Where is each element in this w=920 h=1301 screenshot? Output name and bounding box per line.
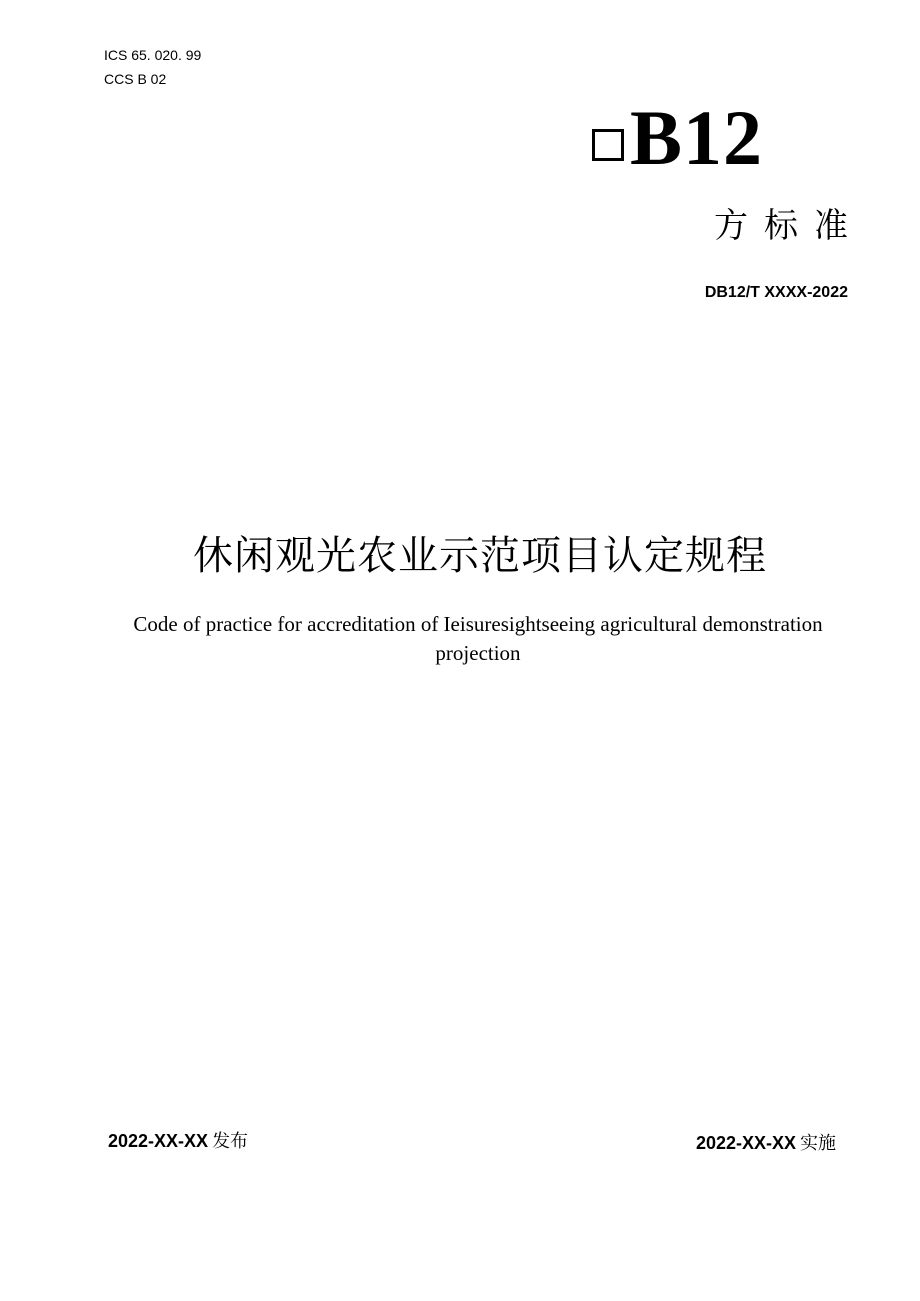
publish-date: 2022-XX-XX — [108, 1131, 209, 1151]
ccs-code: CCS B 02 — [104, 71, 167, 87]
implement-label: 实施 — [800, 1133, 836, 1154]
ics-code: ICS 65. 020. 99 — [104, 47, 202, 63]
standard-mark — [592, 96, 763, 180]
implement-date: 2022-XX-XX — [695, 1133, 796, 1153]
document-title-zh: 休闲观光农业示范项目认定规程 — [193, 533, 767, 579]
publish-label: 发布 — [212, 1131, 249, 1152]
publish-info — [108, 1128, 248, 1155]
box-glyph-icon — [592, 129, 624, 161]
implement-info — [696, 1130, 836, 1157]
standard-number: DB12/T XXXX-2022 — [704, 284, 848, 301]
document-title-en: Code of practice for accreditation of Ieisuresightseeing agricultural demonstration projection — [133, 612, 823, 665]
standard-type-name: 方标准 — [714, 206, 864, 246]
standard-code: B12 — [630, 94, 764, 181]
